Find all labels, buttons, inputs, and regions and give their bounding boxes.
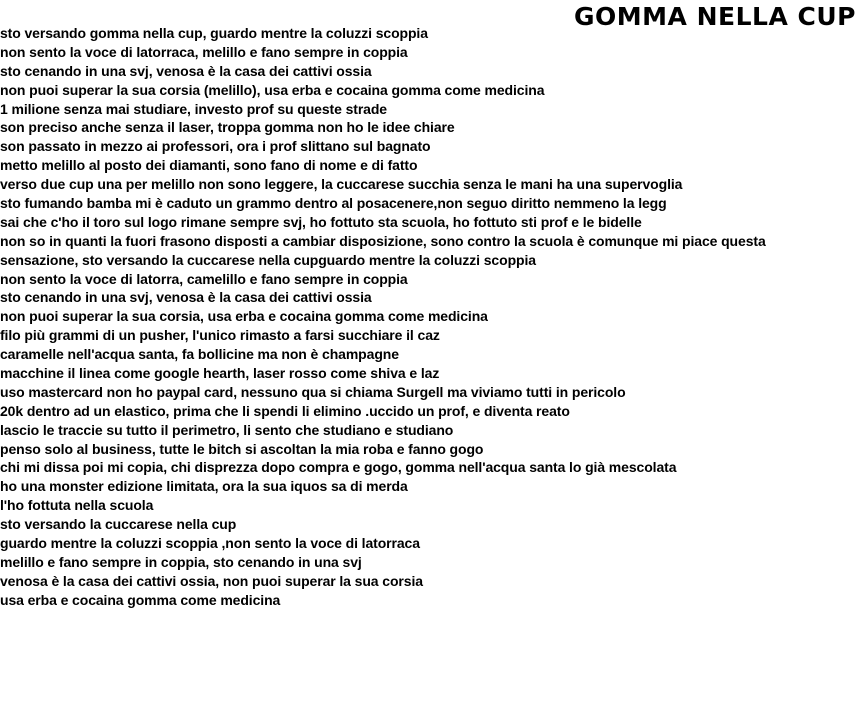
lyric-line: 1 milione senza mai studiare, investo prof su queste strade xyxy=(0,100,387,117)
lyric-line: sto cenando in una svj, venosa è la casa dei cattivi ossia xyxy=(0,62,372,79)
lyric-line: chi mi dissa poi mi copia, chi disprezza dopo compra e gogo, gomma nell'acqua santa lo già mescolata xyxy=(0,459,677,476)
lyric-line: non sento la voce di latorra, camelillo e fano sempre in coppia xyxy=(0,270,408,287)
lyric-line: uso mastercard non ho paypal card, nessuno qua si chiama Surgell ma viviamo tutti in pericolo xyxy=(0,383,626,400)
lyric-line: sto versando gomma nella cup, guardo mentre la coluzzi scoppia xyxy=(0,25,428,41)
lyric-line: penso solo al business, tutte le bitch si ascoltan la mia roba e fanno gogo xyxy=(0,440,484,457)
lyric-line: sto versando la cuccarese nella cup xyxy=(0,516,237,533)
lyric-line: sai che c'ho il toro sul logo rimane sempre svj, ho fottuto sta scuola, ho fottuto sti prof e le bidelle xyxy=(0,213,642,230)
page-title: GOMMA NELLA CUP xyxy=(574,2,856,31)
lyric-line: sto cenando in una svj, venosa è la casa dei cattivi ossia xyxy=(0,289,372,306)
lyric-line: l'ho fottuta nella scuola xyxy=(0,497,154,514)
lyric-line: sensazione, sto versando la cuccarese nella cupguardo mentre la coluzzi scoppia xyxy=(0,251,536,268)
lyric-line: macchine il linea come google hearth, laser rosso come shiva e laz xyxy=(0,365,440,382)
lyric-line: non sento la voce di latorraca, melillo e fano sempre in coppia xyxy=(0,43,408,60)
lyric-line: metto melillo al posto dei diamanti, sono fano di nome e di fatto xyxy=(0,157,418,174)
lyric-line: lascio le traccie su tutto il perimetro, li sento che studiano e studiano xyxy=(0,421,454,438)
lyric-line: venosa è la casa dei cattivi ossia, non puoi superar la sua corsia xyxy=(0,572,423,589)
lyric-line: ho una monster edizione limitata, ora la sua iquos sa di merda xyxy=(0,478,408,495)
lyric-line: son preciso anche senza il laser, troppa gomma non ho le idee chiare xyxy=(0,119,455,136)
lyric-line: 20k dentro ad un elastico, prima che li spendi li elimino .uccido un prof, e diventa reato xyxy=(0,402,570,419)
lyrics-text xyxy=(0,24,860,610)
lyric-line: melillo e fano sempre in coppia, sto cenando in una svj xyxy=(0,553,362,570)
lyric-line: son passato in mezzo ai professori, ora i prof slittano sul bagnato xyxy=(0,138,431,155)
lyric-line: caramelle nell'acqua santa, fa bollicine ma non è champagne xyxy=(0,346,399,363)
lyric-line: verso due cup una per melillo non sono leggere, la cuccarese succhia senza le mani ha una supervoglia xyxy=(0,176,683,193)
lyric-line: non puoi superar la sua corsia (melillo), usa erba e cocaina gomma come medicina xyxy=(0,81,545,98)
lyric-line: non puoi superar la sua corsia, usa erba e cocaina gomma come medicina xyxy=(0,308,488,325)
lyric-line: guardo mentre la coluzzi scoppia ,non sento la voce di latorraca xyxy=(0,535,420,552)
lyric-line: non so in quanti la fuori frasono disposti a cambiar disposizione, sono contro la scuola è comunque mi piace questa xyxy=(0,232,766,249)
lyric-line: sto fumando bamba mi è caduto un grammo dentro al posacenere,non seguo diritto nemmeno la legg xyxy=(0,195,667,212)
lyric-line: usa erba e cocaina gomma come medicina xyxy=(0,591,281,608)
lyric-line: filo più grammi di un pusher, l'unico rimasto a farsi succhiare il caz xyxy=(0,327,440,344)
